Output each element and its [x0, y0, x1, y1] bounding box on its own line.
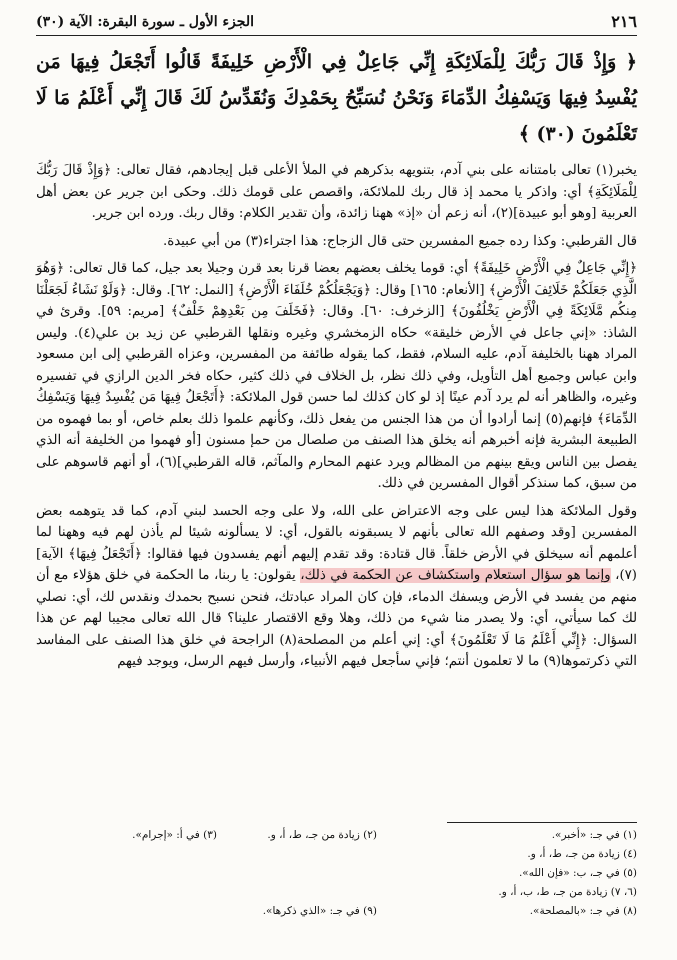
paragraph-qurtubi: قال القرطبي: وكذا رده جميع المفسرين حتى قال الزجاج: هذا اجتراء(٣) من أبي عبيدة. — [163, 233, 637, 249]
page-header — [36, 12, 637, 36]
footnote — [217, 864, 377, 883]
footnote-row — [40, 902, 637, 921]
footnote-row — [40, 883, 637, 902]
paragraph-khalifa: ﴿إِنِّي جَاعِلٌ فِي الْأَرْضِ خَلِيفَةً﴾ أي: قوما يخلف بعضهم بعضا قرنا بعد قرن وجيلا بعد جيل، كما قال تعالى: ﴿وَهُوَ الَّذِي جَعَلَكُمْ خَلَائِفَ الْأَرْضِ﴾ [الأنعام: ١٦٥] وقال: ﴿وَيَجْعَلُكُمْ خُلَفَاءَ الْأَرْضِ﴾ [النمل: ٦٢]. وقال: ﴿وَلَوْ نَشَاءُ لَجَعَلْنَا مِنكُم مَّلَائِكَةً فِي الْأَرْضِ يَخْلُفُونَ﴾ [الزخرف: ٦٠]. وقال: ﴿فَخَلَفَ مِن بَعْدِهِمْ خَلْفٌ﴾ [مريم: ٥٩]. وقرئ في الشاذ: «إني جاعل في الأرض خليقة» حكاه الزمخشري وغيره ونقلها القرطبي عن زيد بن علي(٤). وليس المراد ههنا بالخليفة آدم، عليه السلام، فقط، كما يقوله طائفة من المفسرين، وعزاه القرطبي إلى ابن مسعود وابن عباس وجميع أهل التأويل، وفي ذلك نظر، بل الخلاف في ذلك كثير، حكاه فخر الدين الرازي في تفسيره وغيره، والظاهر أنه لم يرد آدم عينًا إذ لو كان كذلك لما حسن قول الملائكة: ﴿أَتَجْعَلُ فِيهَا مَن يُفْسِدُ فِيهَا وَيَسْفِكُ الدِّمَاءَ﴾ فإنهم(٥) إنما أرادوا أن من هذا الجنس من يفعل ذلك، وكأنهم علموا ذلك بعلم خاص، أو بما فهموه من الطبيعة البشرية فإنه أخبرهم أنه يخلق هذا الصنف من صلصال من حمإ مسنون [أو فهموا من الخليفة أنه الذي يفصل بين الناس ويقع بينهم من المظالم ويرد عنهم المحارم والمآثم، قاله القرطبي](٦)، أو أنهم قاسوهم على من سبق، كما سنذكر أقوال المفسرين في ذلك. — [35, 261, 637, 491]
footnote: (٩) في جـ: «الذي ذكرها». — [262, 905, 377, 917]
footnote: (٥) في جـ، ب: «فإن الله». — [518, 867, 637, 879]
footnote — [217, 883, 377, 902]
footnote-separator — [447, 822, 637, 823]
footnote — [40, 845, 217, 864]
footnote: (١) في جـ: «أخبر». — [551, 829, 637, 841]
commentary-body — [36, 160, 637, 673]
footnote — [40, 864, 217, 883]
paragraph-angels — [36, 501, 637, 673]
footnote: (٣) في أ: «إجرام». — [132, 829, 217, 841]
footnote-row — [40, 826, 637, 845]
footnote: (٦، ٧) زيادة من جـ، ط، ب، أ، و. — [498, 886, 637, 898]
footnote — [217, 845, 377, 864]
footnote: (٤) زيادة من جـ، ط، أ، و. — [527, 848, 637, 860]
paragraph-intro: يخبر(١) تعالى بامتنانه على بني آدم، بتنويهه بذكرهم في الملأ الأعلى قبل إيجادهم، فقال تعالى: ﴿وَإِذْ قَالَ رَبُّكَ لِلْمَلَائِكَةِ﴾ أي: واذكر يا محمد إذ قال ربك للملائكة، واقصص على قومك ذلك. وحكى ابن جرير عن بعض أهل العربية [وهو أبو عبيدة](٢)، أنه زعم أن «إذ» ههنا زائدة، وأن تقدير الكلام: وقال ربك. ورده ابن جرير. — [36, 163, 637, 221]
highlighted-sentence[interactable]: وإنما هو سؤال استعلام واستكشاف عن الحكمة في ذلك، — [300, 568, 611, 583]
quran-verse: ﴿ وَإِذْ قَالَ رَبُّكَ لِلْمَلَائِكَةِ إِنِّي جَاعِلٌ فِي الْأَرْضِ خَلِيفَةً قَالُوا أَتَجْعَلُ فِيهَا مَن يُفْسِدُ فِيهَا وَيَسْفِكُ الدِّمَاءَ وَنَحْنُ نُسَبِّحُ بِحَمْدِكَ وَنُقَدِّسُ لَكَ قَالَ إِنِّي أَعْلَمُ مَا لَا تَعْلَمُونَ (٣٠) ﴾ — [36, 51, 637, 145]
footnotes — [40, 826, 637, 921]
footnote-row — [40, 864, 637, 883]
footnote: (٨) في جـ: «بالمصلحة». — [529, 905, 637, 917]
footnote: (٢) زيادة من جـ، ط، أ، و. — [267, 829, 377, 841]
running-title: الجزء الأول ـ سورة البقرة: الآية (٣٠) — [36, 14, 254, 30]
footnote-row — [40, 845, 637, 864]
angels-text-after: يقولون: يا ربنا، ما الحكمة في خلق هؤلاء مع أن منهم من يفسد في الأرض ويسفك الدماء، فإن كان المراد عبادتك، فنحن نسبح بحمدك ونقدس لك، أي: نصلي لك كما سيأتي، أي: ولا يصدر منا شيء من ذلك، وهلا وقع الاقتصار علينا؟ قال الله تعالى مجيبا لهم عن هذا السؤال: ﴿إِنِّي أَعْلَمُ مَا لَا تَعْلَمُونَ﴾ أي: إني أعلم من المصلحة(٨) الراجحة في خلق هذا الصنف على المفاسد التي ذكرتموها(٩) ما لا تعلمون أنتم؛ فإني سأجعل فيهم الأنبياء، وأرسل فيهم الرسل، ويوجد فيهم — [36, 568, 637, 669]
angels-text-before: وقول الملائكة هذا ليس على وجه الاعتراض على الله، ولا على وجه الحسد لبني آدم، كما قد يتوهمه بعض المفسرين [وقد وصفهم الله تعالى بأنهم لا يسبقونه بالقول، أي: لا يسألونه شيئا لم يأذن لهم فيه وههنا لما أعلمهم أنه سيخلق في الأرض خلقاً. قال قتادة: وقد تقدم إليهم أنهم يفسدون فيها فقالوا: ﴿أَتَجْعَلُ فِيهَا﴾ الآية](٧)، — [36, 503, 637, 583]
footnote — [40, 902, 217, 921]
footnote — [40, 883, 217, 902]
page-number: ٢١٦ — [611, 12, 637, 31]
